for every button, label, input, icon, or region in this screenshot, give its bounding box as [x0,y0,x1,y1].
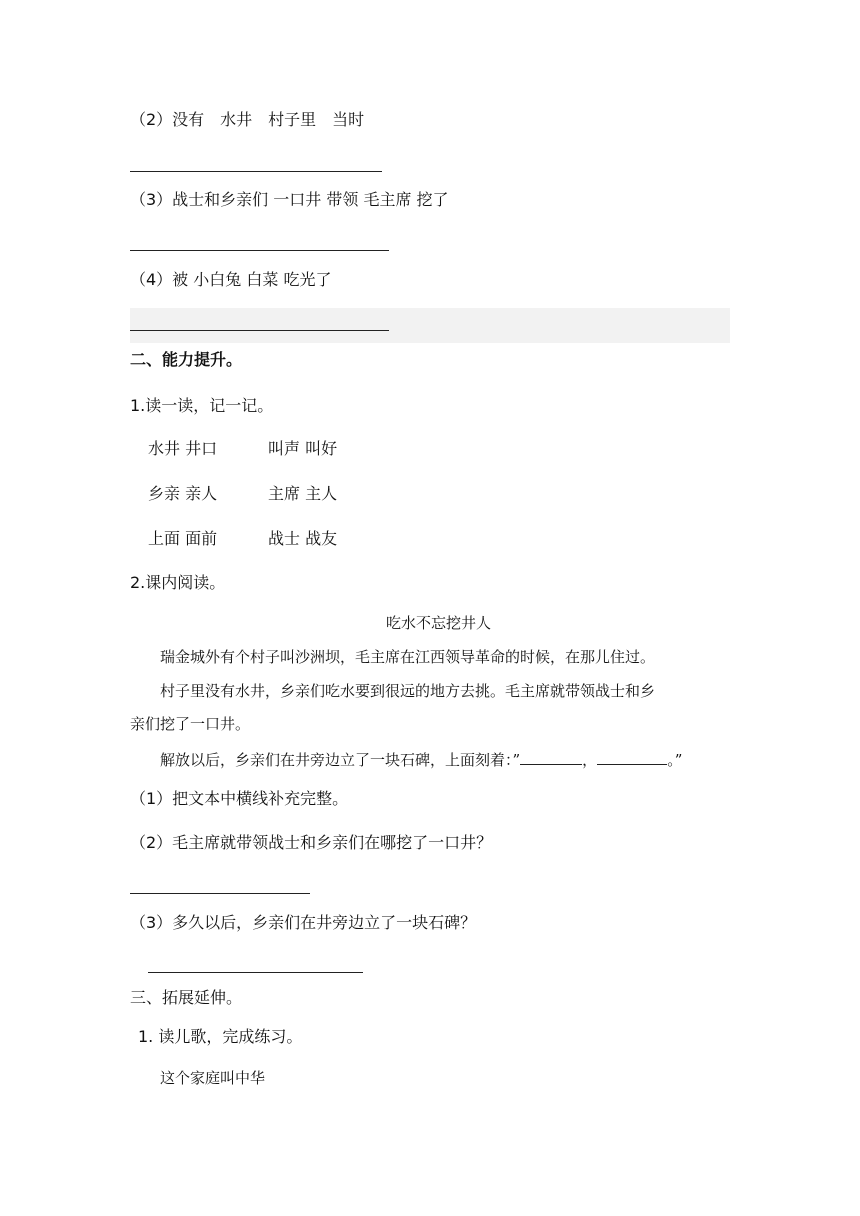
fill-blank-2[interactable] [597,750,667,765]
answer-line-q3 [130,250,389,251]
word-pair: 主席 主人 [268,484,338,503]
item-2-title: 2.课内阅读。 [130,573,226,592]
passage-title: 吃水不忘挖井人 [386,614,492,632]
word-pair: 乡亲 亲人 [148,484,218,503]
word-pair: 战士 战友 [268,529,338,548]
answer-line-q2 [130,171,382,172]
question-4-words: （4）被 小白兔 白菜 吃光了 [130,270,332,289]
passage-paragraph-2-line-1: 村子里没有水井，乡亲们吃水要到很远的地方去挑。毛主席就带领战士和乡 [160,682,656,700]
passage-paragraph-3-end: 。” [667,751,683,769]
passage-paragraph-2-line-2: 亲们挖了一口井。 [130,715,251,733]
section-heading-ability: 二、能力提升。 [130,350,243,369]
word-pair: 水井 井口 [148,439,218,458]
question-3-words: （3）战士和乡亲们 一口井 带领 毛主席 挖了 [130,190,449,209]
answer-line-reading-q2 [130,893,310,894]
poem-title: 这个家庭叫中华 [160,1069,266,1087]
answer-line-reading-q3 [148,972,363,973]
fill-blank-1[interactable] [520,750,582,765]
passage-paragraph-3-text: 解放以后，乡亲们在井旁边立了一块石碑，上面刻着：” [160,751,521,769]
passage-paragraph-1: 瑞金城外有个村子叫沙洲坝，毛主席在江西领导革命的时候，在那儿住过。 [160,648,656,666]
item-1-title: 1.读一读，记一记。 [130,396,274,415]
reading-question-3: （3）多久以后，乡亲们在井旁边立了一块石碑？ [130,913,477,932]
question-2-words: （2）没有 水井 村子里 当时 [130,110,365,129]
answer-line-q4 [130,330,389,331]
reading-question-2: （2）毛主席就带领战士和乡亲们在哪挖了一口井？ [130,833,493,852]
section-heading-extension: 三、拓展延伸。 [130,988,243,1007]
reading-question-1: （1）把文本中横线补充完整。 [130,789,349,808]
blank-separator: ， [582,751,598,769]
answer-shade-q4 [130,308,730,343]
word-pair: 上面 面前 [148,529,218,548]
extension-item-1-title: 1. 读儿歌，完成练习。 [138,1027,303,1046]
word-pair: 叫声 叫好 [268,439,338,458]
passage-paragraph-3 [160,749,682,771]
